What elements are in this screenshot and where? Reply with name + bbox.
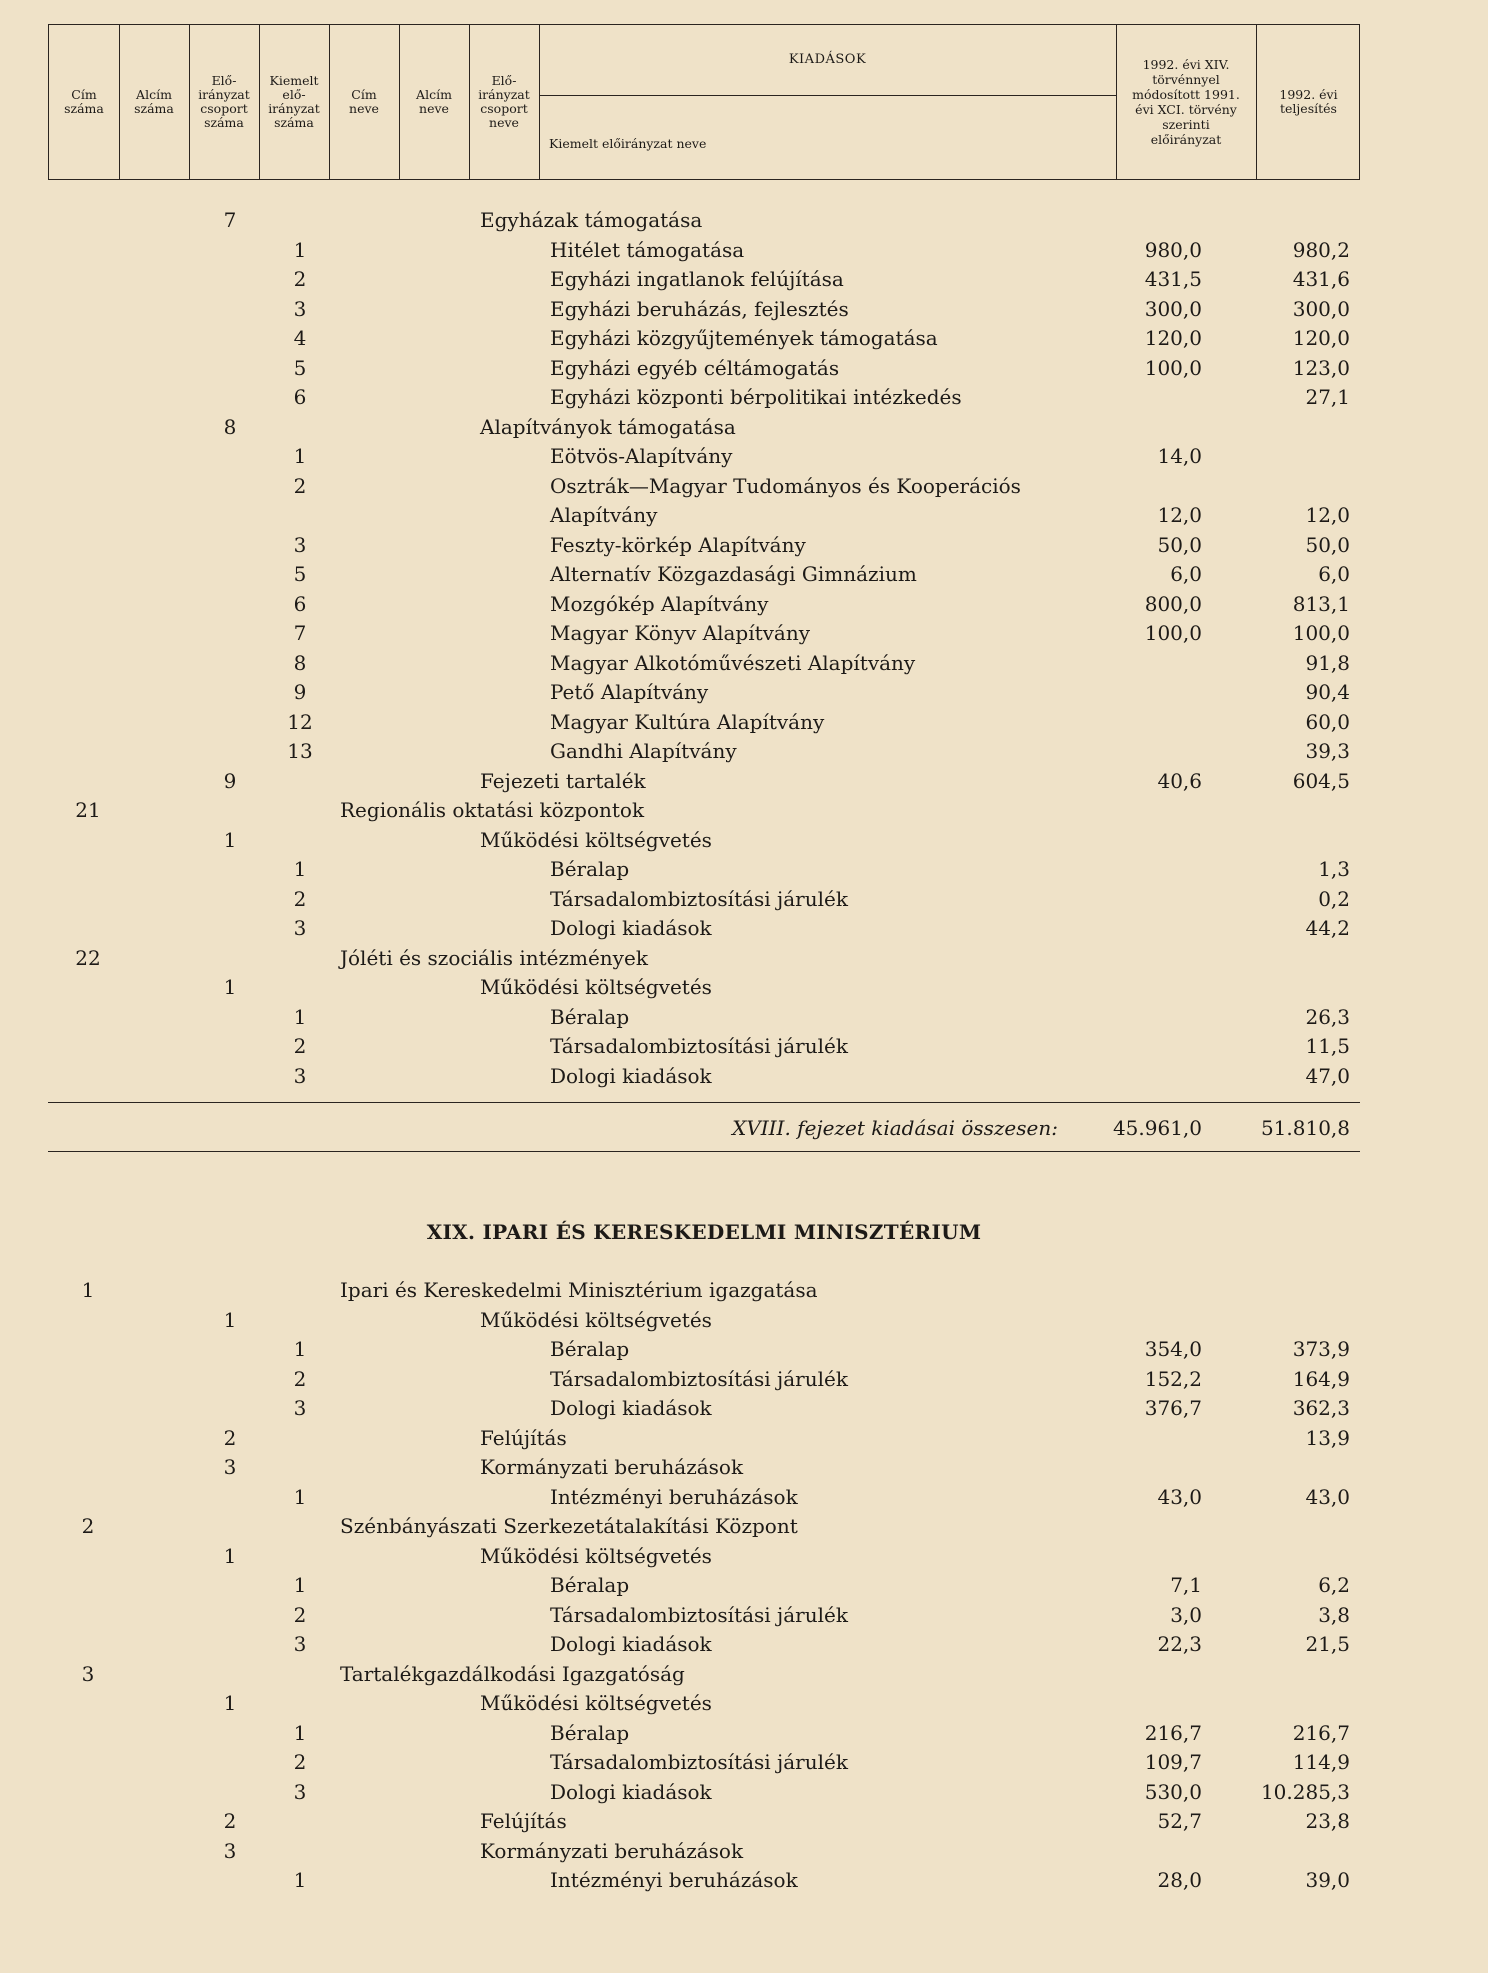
- alcim-szama-cell: 3: [223, 1455, 237, 1479]
- item-name-cell: Hitélet támogatása: [550, 237, 745, 262]
- item-name-cell: Dologi kiadások: [550, 1396, 712, 1420]
- table-row: [0, 413, 1488, 442]
- item-name-cell: Egyházi beruházás, fejlesztés: [550, 296, 849, 321]
- kiemelt-szama-cell: 5: [293, 562, 307, 586]
- modositott-value-cell: 216,7: [1144, 1720, 1202, 1745]
- table-row: [0, 944, 1488, 973]
- table-row: [0, 236, 1488, 265]
- table-row: [0, 501, 1488, 530]
- alcim-szama-cell: 2: [223, 1425, 237, 1450]
- teljesites-value-cell: 604,5: [1292, 768, 1350, 793]
- cim-szama-cell: 21: [75, 798, 101, 822]
- item-name-cell: Béralap: [550, 857, 630, 881]
- header-kiadasok-title: KIADÁSOK: [539, 25, 1116, 96]
- kiemelt-szama-cell: 13: [287, 739, 313, 763]
- teljesites-value-cell: 6,2: [1318, 1573, 1350, 1597]
- table-row: [0, 472, 1488, 501]
- teljesites-value-cell: 0,2: [1318, 886, 1350, 911]
- table-row: [0, 767, 1488, 796]
- table-row: [0, 973, 1488, 1002]
- item-name-cell: Működési költségvetés: [480, 1691, 712, 1715]
- modositott-value-cell: 6,0: [1170, 562, 1202, 586]
- teljesites-value-cell: 123,0: [1292, 355, 1350, 380]
- item-name-cell: Regionális oktatási központok: [340, 798, 645, 822]
- item-name-cell: Társadalombiztosítási járulék: [550, 1034, 848, 1058]
- total-label: XVIII. fejezet kiadásai összesen:: [732, 1116, 1058, 1140]
- kiemelt-szama-cell: 3: [293, 1396, 307, 1420]
- modositott-value-cell: 40,6: [1157, 768, 1202, 793]
- kiemelt-szama-cell: 5: [293, 355, 307, 380]
- total-value-modositott: 45.961,0: [1112, 1116, 1202, 1140]
- item-name-cell: Működési költségvetés: [480, 975, 712, 999]
- item-name-cell: Alternatív Közgazdasági Gimnázium: [550, 562, 917, 586]
- item-name-cell: Magyar Alkotóművészeti Alapítvány: [550, 650, 916, 675]
- teljesites-value-cell: 100,0: [1292, 621, 1350, 645]
- table-row: [0, 649, 1488, 678]
- item-name-cell: Dologi kiadások: [550, 1632, 712, 1656]
- kiemelt-szama-cell: 12: [287, 709, 313, 734]
- alcim-szama-cell: 9: [223, 768, 237, 793]
- item-name-cell: Szénbányászati Szerkezetátalakítási Központ: [340, 1514, 798, 1538]
- kiemelt-szama-cell: 2: [293, 1366, 307, 1391]
- teljesites-value-cell: 164,9: [1292, 1366, 1350, 1391]
- modositott-value-cell: 22,3: [1157, 1632, 1202, 1656]
- kiemelt-szama-cell: 3: [293, 532, 307, 557]
- item-name-cell: Egyházi egyéb céltámogatás: [550, 355, 840, 380]
- item-name-cell: Béralap: [550, 1573, 630, 1597]
- modositott-value-cell: 300,0: [1144, 296, 1202, 321]
- table-row: [0, 1276, 1488, 1305]
- teljesites-value-cell: 50,0: [1305, 532, 1350, 557]
- modositott-value-cell: 100,0: [1144, 621, 1202, 645]
- item-name-cell: Intézményi beruházások: [550, 1484, 798, 1509]
- item-name-cell: Felújítás: [480, 1809, 567, 1833]
- alcim-szama-cell: 7: [223, 208, 237, 232]
- teljesites-value-cell: 813,1: [1292, 591, 1350, 616]
- item-name-cell: Egyházi központi bérpolitikai intézkedés: [550, 385, 962, 409]
- item-name-cell: Béralap: [550, 1337, 630, 1361]
- table-row: [0, 1778, 1488, 1807]
- teljesites-value-cell: 300,0: [1292, 296, 1350, 321]
- table-row: [0, 1748, 1488, 1777]
- teljesites-value-cell: 26,3: [1305, 1004, 1350, 1029]
- kiemelt-szama-cell: 2: [293, 1602, 307, 1627]
- kiemelt-szama-cell: 1: [293, 1004, 307, 1029]
- kiemelt-szama-cell: 3: [293, 1632, 307, 1656]
- modositott-value-cell: 3,0: [1170, 1602, 1202, 1627]
- table-row: [0, 1601, 1488, 1630]
- kiemelt-szama-cell: 2: [293, 886, 307, 911]
- kiemelt-szama-cell: 1: [293, 1868, 307, 1892]
- teljesites-value-cell: 11,5: [1305, 1034, 1350, 1058]
- item-name-cell: Tartalékgazdálkodási Igazgatóság: [340, 1661, 685, 1686]
- item-name-cell: Egyházi közgyűjtemények támogatása: [550, 326, 938, 350]
- teljesites-value-cell: 47,0: [1305, 1063, 1350, 1088]
- teljesites-value-cell: 980,2: [1292, 237, 1350, 262]
- table-row: [0, 1306, 1488, 1335]
- table-row: [0, 1365, 1488, 1394]
- item-name-cell: Működési költségvetés: [480, 827, 712, 852]
- header-kiemelt-eloiranyzat-neve: Kiemelt előirányzat neve: [549, 136, 707, 151]
- item-name-cell: Alapítvány: [550, 503, 658, 527]
- item-name-cell: Működési költségvetés: [480, 1307, 712, 1332]
- teljesites-value-cell: 3,8: [1318, 1602, 1350, 1627]
- item-name-cell: Kormányzati beruházások: [480, 1455, 744, 1479]
- item-name-cell: Magyar Könyv Alapítvány: [550, 621, 811, 645]
- item-name-cell: Mozgókép Alapítvány: [550, 591, 769, 616]
- table-row: [0, 265, 1488, 294]
- cim-szama-cell: 22: [75, 945, 101, 970]
- kiemelt-szama-cell: 3: [293, 296, 307, 321]
- teljesites-value-cell: 44,2: [1305, 916, 1350, 940]
- header-cim-neve: Cím neve: [329, 25, 400, 179]
- table-row: [0, 1719, 1488, 1748]
- table-row: [0, 796, 1488, 825]
- teljesites-value-cell: 120,0: [1292, 326, 1350, 350]
- modositott-value-cell: 52,7: [1157, 1809, 1202, 1833]
- kiemelt-szama-cell: 7: [293, 621, 307, 645]
- table-row: [0, 324, 1488, 353]
- teljesites-value-cell: 12,0: [1305, 503, 1350, 527]
- modositott-value-cell: 152,2: [1144, 1366, 1202, 1391]
- teljesites-value-cell: 10.285,3: [1260, 1779, 1350, 1804]
- table-row: [0, 1394, 1488, 1423]
- table-row: [0, 1335, 1488, 1364]
- item-name-cell: Ipari és Kereskedelmi Minisztérium igazgatása: [340, 1278, 818, 1302]
- header-alcim-neve: Alcím neve: [399, 25, 470, 179]
- item-name-cell: Egyházak támogatása: [480, 208, 703, 232]
- teljesites-value-cell: 362,3: [1292, 1396, 1350, 1420]
- teljesites-value-cell: 216,7: [1292, 1720, 1350, 1745]
- header-eloiranyzat-csoport-szama: Elő- irányzat csoport száma: [189, 25, 260, 179]
- header-eloiranyzat-csoport-neve: Elő- irányzat csoport neve: [469, 25, 540, 179]
- table-row: [0, 708, 1488, 737]
- table-row: [0, 855, 1488, 884]
- alcim-szama-cell: 1: [223, 1543, 237, 1568]
- item-name-cell: Dologi kiadások: [550, 916, 712, 940]
- item-name-cell: Kormányzati beruházások: [480, 1838, 744, 1863]
- table-row: [0, 826, 1488, 855]
- header-modositott-eloiranyzat: 1992. évi XIV. törvénnyel módosított 1991. évi XCI. törvény szerinti előirányzat: [1116, 25, 1257, 179]
- section-title: XIX. IPARI ÉS KERESKEDELMI MINISZTÉRIUM: [426, 1220, 982, 1244]
- kiemelt-szama-cell: 3: [293, 1779, 307, 1804]
- table-row: [0, 560, 1488, 589]
- teljesites-value-cell: 39,3: [1305, 739, 1350, 763]
- modositott-value-cell: 980,0: [1144, 237, 1202, 262]
- alcim-szama-cell: 1: [223, 1691, 237, 1715]
- table-row: [0, 1866, 1488, 1895]
- kiemelt-szama-cell: 3: [293, 916, 307, 940]
- teljesites-value-cell: 43,0: [1305, 1484, 1350, 1509]
- teljesites-value-cell: 27,1: [1305, 385, 1350, 409]
- modositott-value-cell: 12,0: [1157, 503, 1202, 527]
- teljesites-value-cell: 21,5: [1305, 1632, 1350, 1656]
- alcim-szama-cell: 8: [223, 414, 237, 439]
- teljesites-value-cell: 373,9: [1292, 1337, 1350, 1361]
- item-name-cell: Feszty-körkép Alapítvány: [550, 532, 806, 557]
- item-name-cell: Dologi kiadások: [550, 1779, 712, 1804]
- item-name-cell: Osztrák—Magyar Tudományos és Kooperációs: [550, 473, 1021, 498]
- table-row: [0, 1689, 1488, 1718]
- table-row: [0, 442, 1488, 471]
- table-row: [0, 206, 1488, 235]
- total-bottom-rule: [48, 1151, 1360, 1152]
- cim-szama-cell: 3: [81, 1661, 95, 1686]
- item-name-cell: Felújítás: [480, 1425, 567, 1450]
- teljesites-value-cell: 1,3: [1318, 857, 1350, 881]
- item-name-cell: Társadalombiztosítási járulék: [550, 886, 848, 911]
- table-row: [0, 354, 1488, 383]
- teljesites-value-cell: 6,0: [1318, 562, 1350, 586]
- cim-szama-cell: 1: [81, 1278, 95, 1302]
- table-row: [0, 619, 1488, 648]
- table-row: [0, 295, 1488, 324]
- table-row: [0, 1660, 1488, 1689]
- table-row: [0, 1003, 1488, 1032]
- modositott-value-cell: 431,5: [1144, 267, 1202, 291]
- item-name-cell: Jóléti és szociális intézmények: [340, 945, 648, 970]
- modositott-value-cell: 50,0: [1157, 532, 1202, 557]
- kiemelt-szama-cell: 2: [293, 1750, 307, 1774]
- header-kiemelt-eloiranyzat-szama: Kiemelt elő- irányzat száma: [259, 25, 330, 179]
- table-row: [0, 383, 1488, 412]
- modositott-value-cell: 800,0: [1144, 591, 1202, 616]
- kiemelt-szama-cell: 1: [293, 857, 307, 881]
- table-row: [0, 914, 1488, 943]
- kiemelt-szama-cell: 8: [293, 650, 307, 675]
- item-name-cell: Béralap: [550, 1720, 630, 1745]
- item-name-cell: Egyházi ingatlanok felújítása: [550, 267, 844, 291]
- header-alcim-szama: Alcím száma: [119, 25, 190, 179]
- table-row: [0, 1837, 1488, 1866]
- table-row: [0, 1424, 1488, 1453]
- item-name-cell: Működési költségvetés: [480, 1543, 712, 1568]
- item-name-cell: Intézményi beruházások: [550, 1868, 798, 1892]
- kiemelt-szama-cell: 1: [293, 1337, 307, 1361]
- item-name-cell: Társadalombiztosítási járulék: [550, 1366, 848, 1391]
- table-row: [0, 885, 1488, 914]
- teljesites-value-cell: 13,9: [1305, 1425, 1350, 1450]
- item-name-cell: Társadalombiztosítási járulék: [550, 1602, 848, 1627]
- header-teljesites: 1992. évi teljesítés: [1279, 87, 1338, 116]
- kiemelt-szama-cell: 6: [293, 591, 307, 616]
- modositott-value-cell: 14,0: [1157, 444, 1202, 468]
- kiemelt-szama-cell: 9: [293, 680, 307, 704]
- table-row: [0, 1630, 1488, 1659]
- modositott-value-cell: 109,7: [1144, 1750, 1202, 1774]
- item-name-cell: Társadalombiztosítási járulék: [550, 1750, 848, 1774]
- item-name-cell: Dologi kiadások: [550, 1063, 712, 1088]
- table-row: [0, 590, 1488, 619]
- teljesites-value-cell: 39,0: [1305, 1868, 1350, 1892]
- alcim-szama-cell: 1: [223, 975, 237, 999]
- cim-szama-cell: 2: [81, 1514, 95, 1538]
- modositott-value-cell: 530,0: [1144, 1779, 1202, 1804]
- header-cim-szama: Cím száma: [49, 25, 120, 179]
- table-row: [0, 678, 1488, 707]
- alcim-szama-cell: 1: [223, 827, 237, 852]
- modositott-value-cell: 7,1: [1170, 1573, 1202, 1597]
- total-row: [0, 1114, 1488, 1143]
- teljesites-value-cell: 91,8: [1305, 650, 1350, 675]
- total-value-teljesites: 51.810,8: [1260, 1116, 1350, 1140]
- teljesites-value-cell: 431,6: [1292, 267, 1350, 291]
- kiemelt-szama-cell: 2: [293, 1034, 307, 1058]
- teljesites-value-cell: 60,0: [1305, 709, 1350, 734]
- kiemelt-szama-cell: 1: [293, 444, 307, 468]
- table-row: [0, 1512, 1488, 1541]
- modositott-value-cell: 100,0: [1144, 355, 1202, 380]
- modositott-value-cell: 120,0: [1144, 326, 1202, 350]
- modositott-value-cell: 43,0: [1157, 1484, 1202, 1509]
- table-row: [0, 1453, 1488, 1482]
- item-name-cell: Alapítványok támogatása: [480, 414, 736, 439]
- header-kiadasok: [539, 25, 1117, 179]
- item-name-cell: Gandhi Alapítvány: [550, 739, 737, 763]
- table-header: [48, 24, 1360, 180]
- modositott-value-cell: 28,0: [1157, 1868, 1202, 1892]
- total-top-rule: [48, 1102, 1360, 1103]
- kiemelt-szama-cell: 2: [293, 473, 307, 498]
- table-row: [0, 1483, 1488, 1512]
- kiemelt-szama-cell: 1: [293, 237, 307, 262]
- table-row: [0, 531, 1488, 560]
- kiemelt-szama-cell: 3: [293, 1063, 307, 1088]
- table-row: [0, 1807, 1488, 1836]
- modositott-value-cell: 354,0: [1144, 1337, 1202, 1361]
- table-row: [0, 1062, 1488, 1091]
- kiemelt-szama-cell: 2: [293, 267, 307, 291]
- alcim-szama-cell: 1: [223, 1307, 237, 1332]
- kiemelt-szama-cell: 4: [293, 326, 307, 350]
- modositott-value-cell: 376,7: [1144, 1396, 1202, 1420]
- alcim-szama-cell: 2: [223, 1809, 237, 1833]
- item-name-cell: Magyar Kultúra Alapítvány: [550, 709, 825, 734]
- item-name-cell: Béralap: [550, 1004, 630, 1029]
- table-row: [0, 737, 1488, 766]
- kiemelt-szama-cell: 6: [293, 385, 307, 409]
- table-row: [0, 1542, 1488, 1571]
- kiemelt-szama-cell: 1: [293, 1573, 307, 1597]
- alcim-szama-cell: 3: [223, 1838, 237, 1863]
- table-row: [0, 1032, 1488, 1061]
- teljesites-value-cell: 114,9: [1292, 1750, 1350, 1774]
- item-name-cell: Fejezeti tartalék: [480, 768, 646, 793]
- teljesites-value-cell: 90,4: [1305, 680, 1350, 704]
- item-name-cell: Pető Alapítvány: [550, 680, 709, 704]
- item-name-cell: Eötvös-Alapítvány: [550, 444, 733, 468]
- table-row: [0, 1571, 1488, 1600]
- kiemelt-szama-cell: 1: [293, 1484, 307, 1509]
- kiemelt-szama-cell: 1: [293, 1720, 307, 1745]
- teljesites-value-cell: 23,8: [1305, 1809, 1350, 1833]
